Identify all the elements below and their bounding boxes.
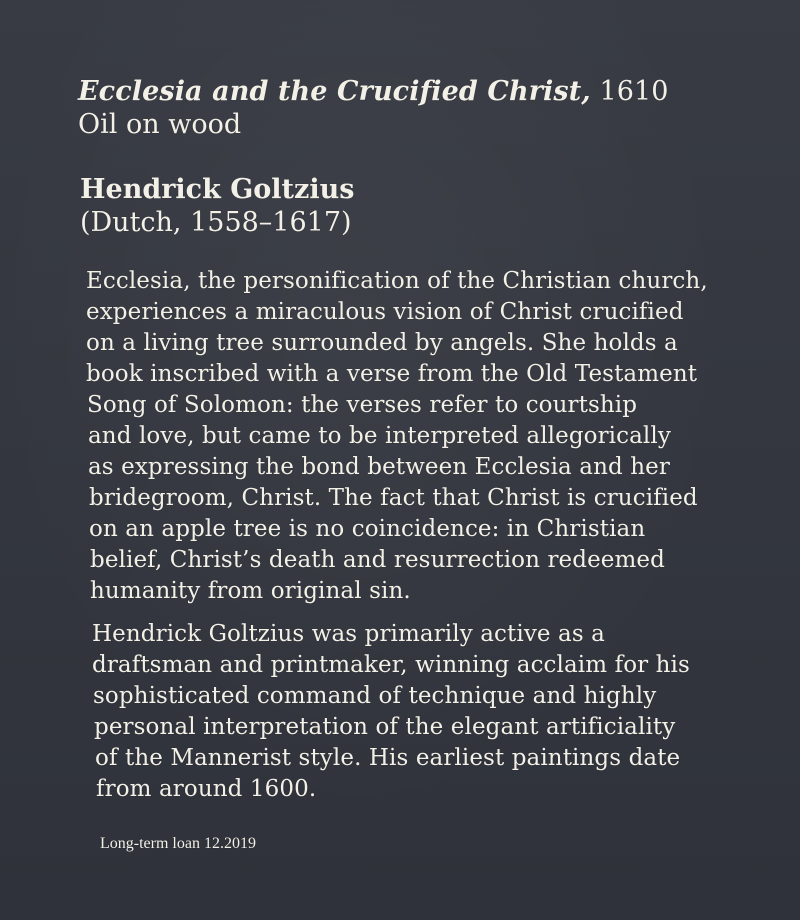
description-line: as expressing the bond between Ecclesia and her — [88, 454, 670, 480]
description-line: book inscribed with a verse from the Old Testament — [86, 361, 698, 387]
biography-line: personal interpretation of the elegant artificiality — [94, 714, 676, 740]
description-line: Ecclesia, the personification of the Christian church, — [86, 268, 708, 294]
description-line: belief, Christ’s death and resurrection redeemed — [90, 547, 665, 573]
description-line: Song of Solomon: the verses refer to courtship — [87, 392, 638, 418]
artwork-title-line — [78, 76, 669, 107]
artist-nationality-dates: (Dutch, 1558–1617) — [80, 207, 352, 238]
biography-line: from around 1600. — [96, 776, 317, 802]
biography-line: Hendrick Goltzius was primarily active as a — [92, 621, 605, 647]
artwork-medium: Oil on wood — [78, 109, 242, 140]
description-line: bridegroom, Christ. The fact that Christ is crucified — [89, 485, 698, 511]
description-line: on a living tree surrounded by angels. She holds a — [86, 330, 678, 356]
artwork-title: Ecclesia and the Crucified Christ, — [78, 76, 591, 107]
biography-line: draftsman and printmaker, winning acclaim for his — [92, 652, 690, 678]
description-line: and love, but came to be interpreted allegorically — [88, 423, 671, 449]
biography-line: sophisticated command of technique and highly — [93, 683, 657, 709]
artist-name: Hendrick Goltzius — [80, 174, 355, 205]
biography-line: of the Mannerist style. His earliest paintings date — [95, 745, 681, 771]
description-line: experiences a miraculous vision of Christ crucified — [86, 299, 684, 325]
description-line: humanity from original sin. — [90, 578, 411, 604]
description-line: on an apple tree is no coincidence: in Christian — [89, 516, 646, 542]
artwork-year: 1610 — [599, 76, 669, 107]
credit-line: Long-term loan 12.2019 — [100, 835, 256, 852]
